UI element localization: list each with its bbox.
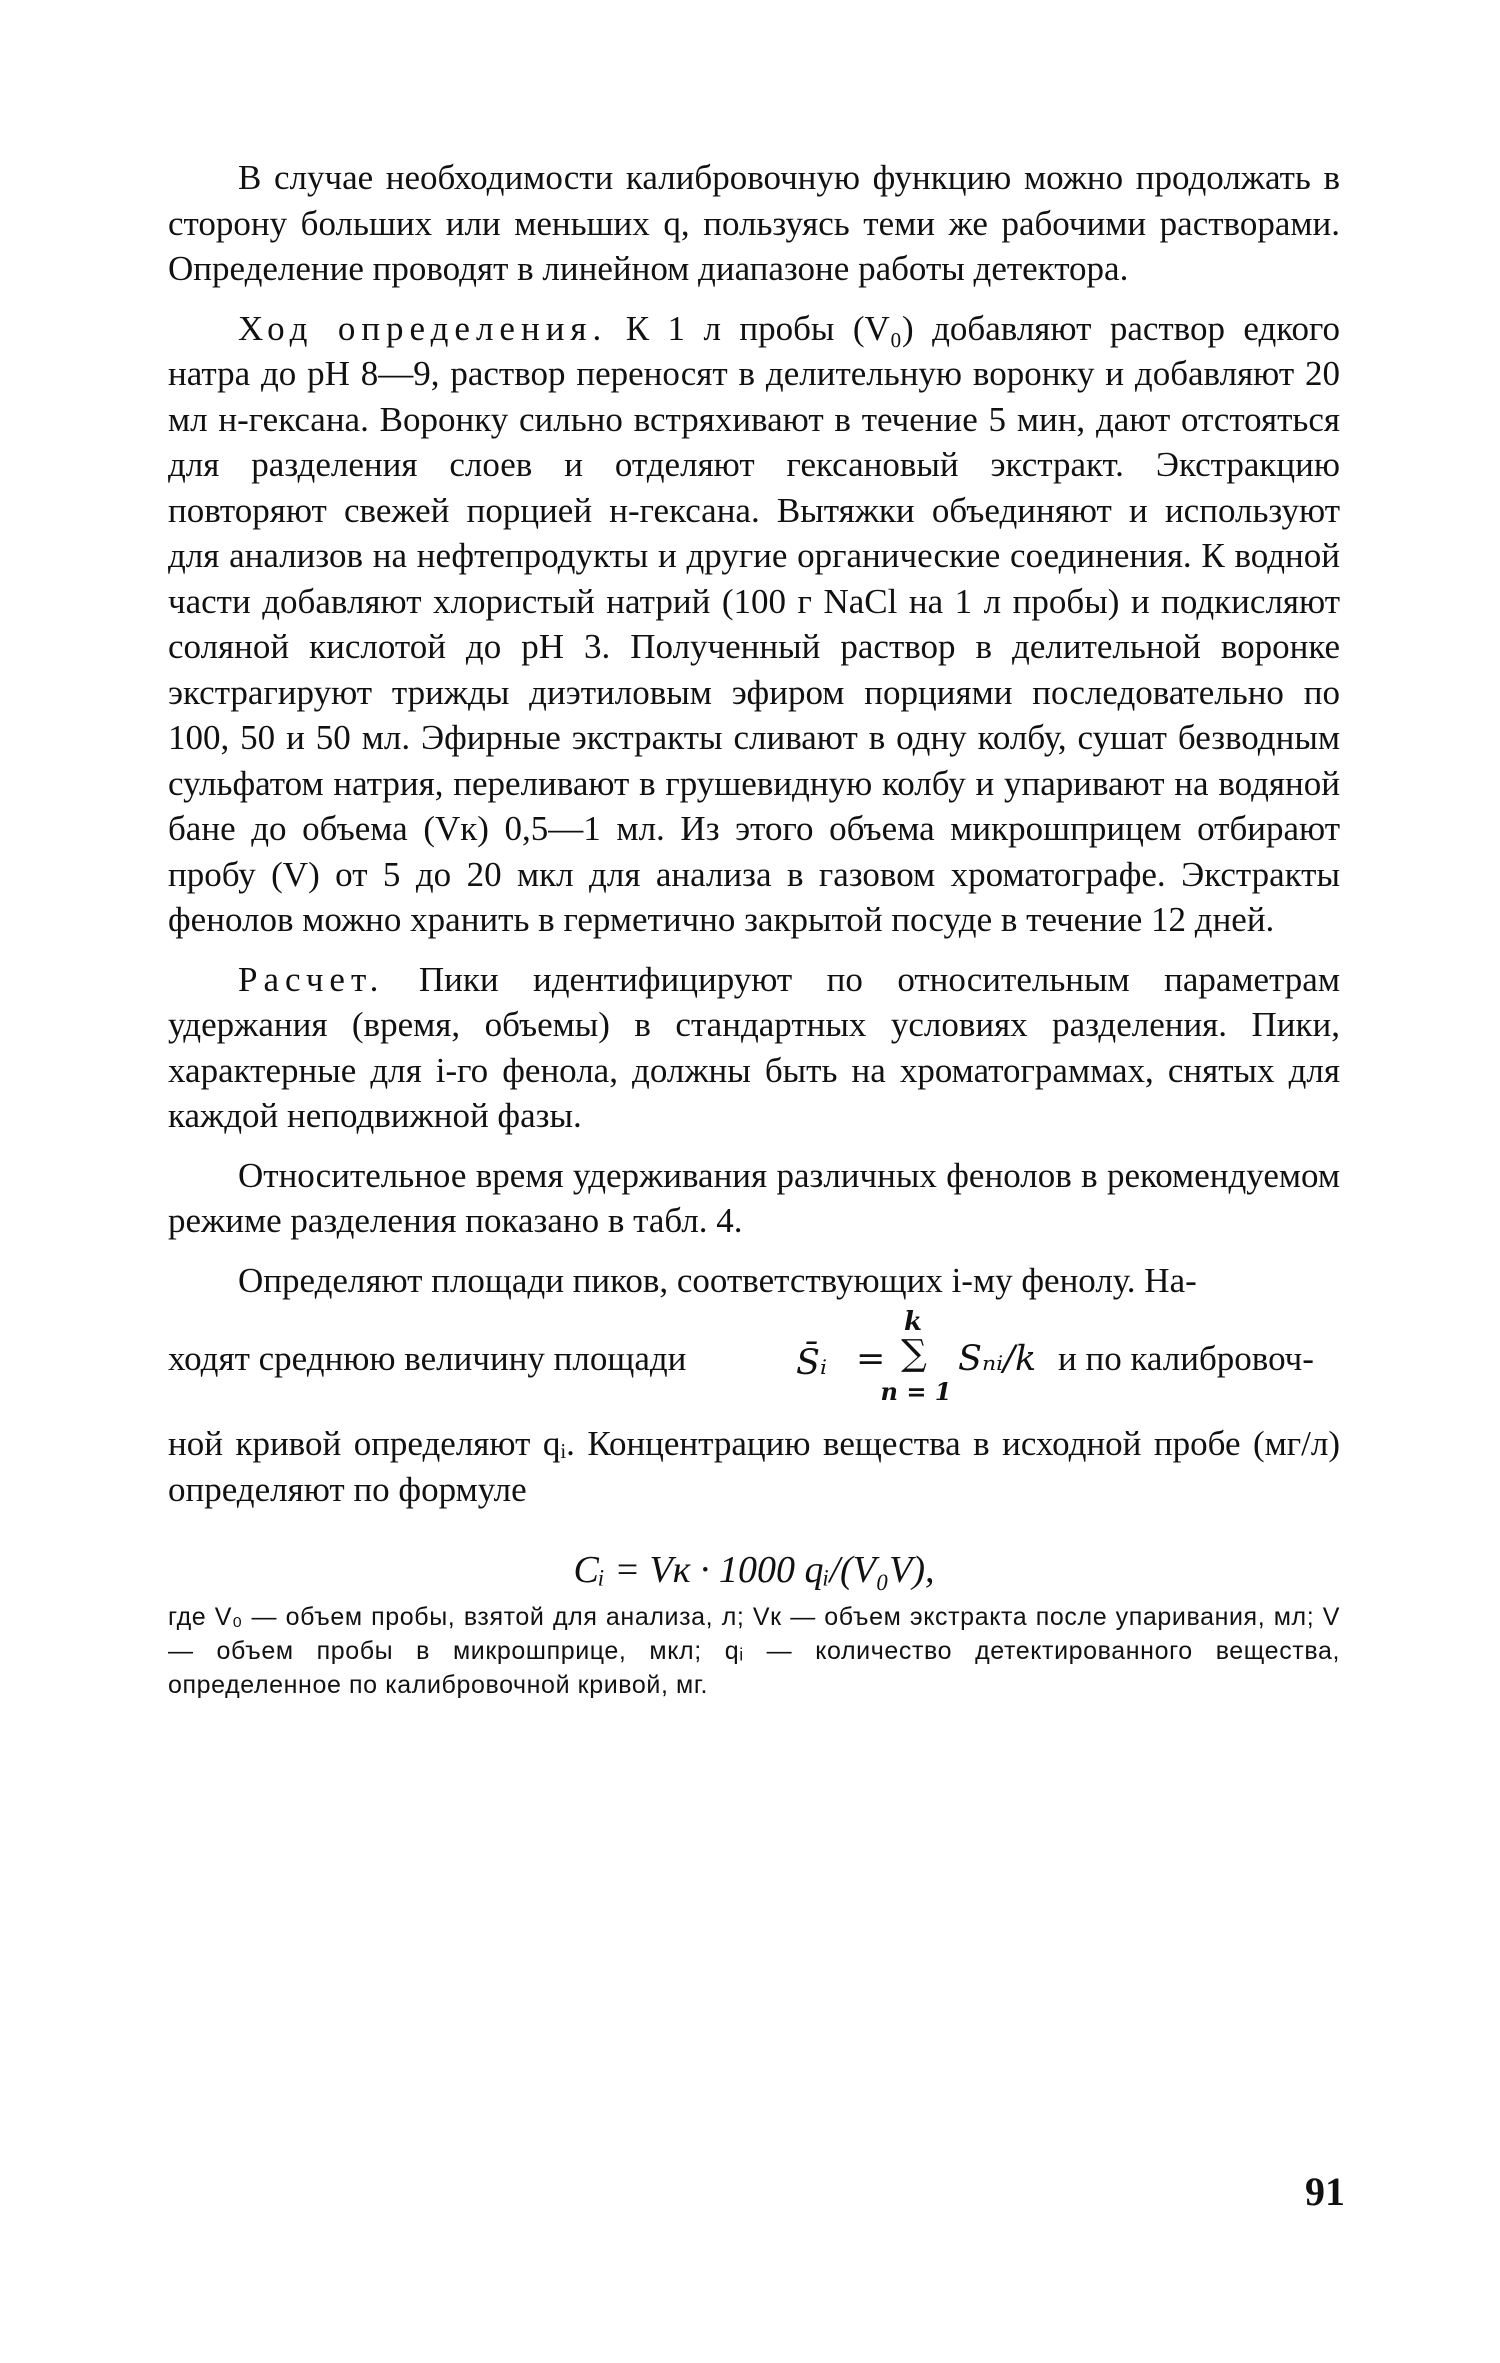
mean-area-symbol: S̄ᵢ [796, 1343, 828, 1383]
sum-term: Sₙᵢ/k [958, 1339, 1037, 1379]
page-body [168, 155, 1340, 1702]
paragraph-peak-areas: Определяют площади пиков, соответствующих i-му фенолу. На- [238, 1260, 1197, 1300]
equals-sign: = [856, 1339, 886, 1379]
sum-lower-limit: n = 1 [880, 1377, 952, 1406]
procedure-text: К 1 л пробы (V₀) добавляют раствор едкого натра до pH 8—9, раствор переносят в делительную воронку и добавляют 20 мл н-гексана. Воронку сильно встряхивают в течение 5 мин, дают отстояться для разделения слоев и отделяют гексановый экстракт. Экстракцию повторяют свежей порцией н-гексана. Вытяжки объединяют и используют для анализов на нефтепродукты и другие органические соединения. К водной части добавляют хлористый натрий (100 г NaCl на 1 л пробы) и подкисляют соляной кислотой до pH 3. Полученный раствор в делительной воронке экстрагируют трижды диэтиловым эфиром порциями последовательно по 100, 50 и 50 мл. Эфирные экстракты сливают в одну колбу, сушат безводным сульфатом натрия, переливают в грушевидную колбу и упаривают на водяной бане до объема (Vк) 0,5—1 мл. Из этого объема микрошприцем отбирают пробу (V) от 5 до 20 мкл для анализа в газовом хроматографе. Экстракты фенолов можно хранить в герметично закрытой посуде в течение 12 дней. [168, 308, 1341, 939]
formula-legend: где V₀ — объем пробы, взятой для анализа, л; Vк — объем экстракта после упаривания, мл; V — объем пробы в микрошприце, мкл; qᵢ — количество детектированного вещества, определенное по калибровочной кривой, мг. [168, 1603, 1340, 1699]
paragraph-calibration: В случае необходимости калибровочную функцию можно продолжать в сторону больших или меньших q, пользуясь теми же рабочими растворами. Определение проводят в линейном диапазоне работы детектора. [168, 158, 1340, 288]
sum-sign: ∑ [901, 1333, 927, 1374]
average-area-line [168, 1307, 1340, 1421]
paragraph-concentration: ной кривой определяют qᵢ. Концентрацию вещества в исходной пробе (мг/л) определяют по формуле [168, 1424, 1340, 1509]
page-number: 91 [1305, 2169, 1345, 2214]
calculation-heading: Расчет. [238, 959, 385, 999]
sum-upper-limit: k [903, 1307, 922, 1337]
procedure-heading: Ход определения. [238, 308, 608, 348]
calibration-text: и по калибровоч- [1058, 1339, 1314, 1378]
calculation-text: Пики идентифицируют по относительным параметрам удержания (время, объемы) в стандартных условиях разделения. Пики, характерные для i-го фенола, должны быть на хроматограммах, снятых для каждой неподвижной фазы. [168, 959, 1340, 1135]
concentration-formula: Cᵢ = Vк · 1000 qᵢ/(V₀V), [573, 1549, 935, 1591]
paragraph-procedure [168, 306, 1340, 943]
average-area-text: ходят среднюю величину площади [168, 1339, 687, 1378]
paragraph-retention: Относительное время удерживания различных фенолов в рекомендуемом режиме разделения показано в табл. 4. [168, 1155, 1340, 1240]
paragraph-calculation [168, 957, 1340, 1139]
